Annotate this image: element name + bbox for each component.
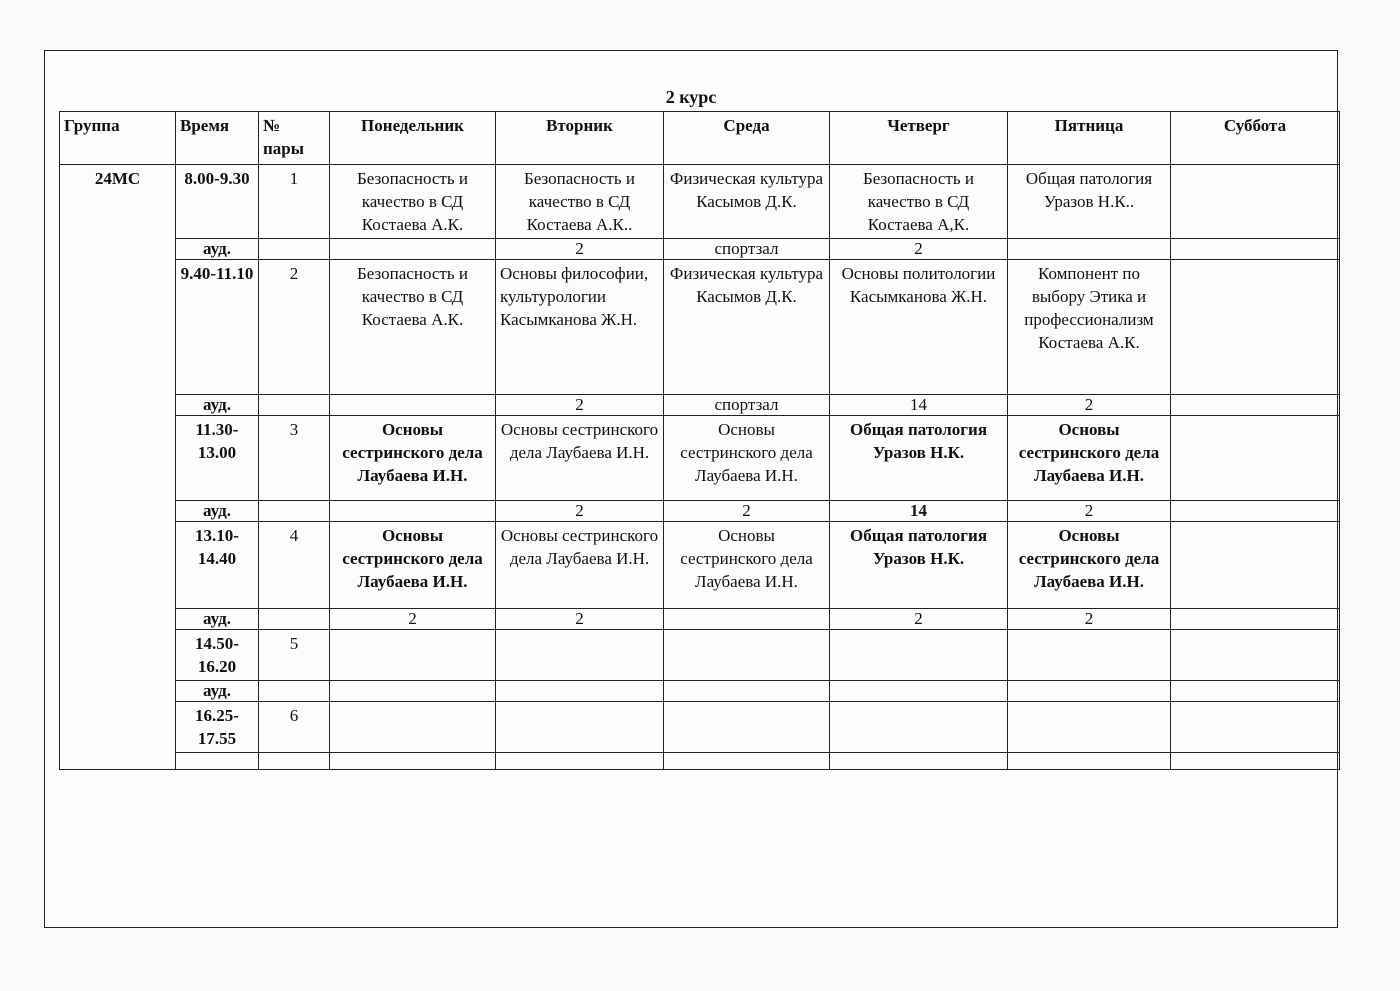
room-pair-cell xyxy=(259,501,330,522)
room-wednesday: спортзал xyxy=(664,395,830,416)
schedule-sheet xyxy=(44,50,1338,928)
room-label: ауд. xyxy=(176,609,259,630)
room-row xyxy=(60,609,1340,630)
room-thursday xyxy=(830,681,1008,702)
room-tuesday: 2 xyxy=(496,239,664,260)
room-wednesday xyxy=(664,681,830,702)
time-cell: 16.25-17.55 xyxy=(176,702,259,753)
room-label: ауд. xyxy=(176,501,259,522)
wednesday-cell: Физическая культура Касымов Д.К. xyxy=(664,165,830,239)
room-tuesday: 2 xyxy=(496,609,664,630)
empty-row xyxy=(60,753,1340,770)
wednesday-cell xyxy=(664,630,830,681)
empty-cell xyxy=(496,753,664,770)
saturday-cell xyxy=(1171,416,1340,501)
monday-cell xyxy=(330,630,496,681)
room-monday xyxy=(330,501,496,522)
room-monday xyxy=(330,395,496,416)
thursday-cell: Общая патология Уразов Н.К. xyxy=(830,522,1008,609)
thursday-cell: Общая патология Уразов Н.К. xyxy=(830,416,1008,501)
empty-cell xyxy=(664,753,830,770)
room-tuesday xyxy=(496,681,664,702)
room-saturday xyxy=(1171,501,1340,522)
lesson-row xyxy=(60,260,1340,395)
tuesday-cell: Безопасность и качество в СД Костаева А.К.. xyxy=(496,165,664,239)
room-row xyxy=(60,395,1340,416)
header-group: Группа xyxy=(60,112,176,165)
thursday-cell: Основы политологии Касымканова Ж.Н. xyxy=(830,260,1008,395)
tuesday-cell xyxy=(496,702,664,753)
room-friday: 2 xyxy=(1008,395,1171,416)
room-friday xyxy=(1008,681,1171,702)
room-pair-cell xyxy=(259,609,330,630)
header-wednesday: Среда xyxy=(664,112,830,165)
header-friday: Пятница xyxy=(1008,112,1171,165)
header-thursday: Четверг xyxy=(830,112,1008,165)
friday-cell: Компонент по выбору Этика и профессионализм Костаева А.К. xyxy=(1008,260,1171,395)
saturday-cell xyxy=(1171,522,1340,609)
empty-cell xyxy=(830,753,1008,770)
room-tuesday: 2 xyxy=(496,395,664,416)
thursday-cell xyxy=(830,702,1008,753)
time-cell: 13.10-14.40 xyxy=(176,522,259,609)
header-pair: № пары xyxy=(259,112,330,165)
saturday-cell xyxy=(1171,630,1340,681)
saturday-cell xyxy=(1171,165,1340,239)
header-saturday: Суббота xyxy=(1171,112,1340,165)
room-label: ауд. xyxy=(176,681,259,702)
room-saturday xyxy=(1171,239,1340,260)
time-cell: 11.30-13.00 xyxy=(176,416,259,501)
header-time: Время xyxy=(176,112,259,165)
friday-cell: Основы сестринского дела Лаубаева И.Н. xyxy=(1008,416,1171,501)
room-friday xyxy=(1008,239,1171,260)
schedule-table xyxy=(59,111,1340,770)
tuesday-cell: Основы философии, культурологии Касымканова Ж.Н. xyxy=(496,260,664,395)
pair-cell: 2 xyxy=(259,260,330,395)
room-thursday: 2 xyxy=(830,609,1008,630)
time-cell: 9.40-11.10 xyxy=(176,260,259,395)
group-cell: 24МС xyxy=(60,165,176,770)
room-label: ауд. xyxy=(176,239,259,260)
room-saturday xyxy=(1171,609,1340,630)
room-thursday: 2 xyxy=(830,239,1008,260)
saturday-cell xyxy=(1171,702,1340,753)
friday-cell xyxy=(1008,630,1171,681)
room-friday: 2 xyxy=(1008,609,1171,630)
thursday-cell: Безопасность и качество в СД Костаева А,К. xyxy=(830,165,1008,239)
room-row xyxy=(60,239,1340,260)
room-monday xyxy=(330,681,496,702)
empty-cell xyxy=(176,753,259,770)
empty-cell xyxy=(259,753,330,770)
header-row xyxy=(60,112,1340,165)
room-row xyxy=(60,501,1340,522)
pair-cell: 4 xyxy=(259,522,330,609)
saturday-cell xyxy=(1171,260,1340,395)
lesson-row xyxy=(60,165,1340,239)
pair-cell: 6 xyxy=(259,702,330,753)
monday-cell xyxy=(330,702,496,753)
room-thursday: 14 xyxy=(830,501,1008,522)
friday-cell: Общая патология Уразов Н.К.. xyxy=(1008,165,1171,239)
room-saturday xyxy=(1171,395,1340,416)
tuesday-cell: Основы сестринского дела Лаубаева И.Н. xyxy=(496,522,664,609)
room-pair-cell xyxy=(259,395,330,416)
room-pair-cell xyxy=(259,681,330,702)
friday-cell xyxy=(1008,702,1171,753)
room-monday: 2 xyxy=(330,609,496,630)
lesson-row xyxy=(60,416,1340,501)
monday-cell: Безопасность и качество в СД Костаева А.К. xyxy=(330,165,496,239)
room-pair-cell xyxy=(259,239,330,260)
pair-cell: 5 xyxy=(259,630,330,681)
wednesday-cell: Основы сестринского дела Лаубаева И.Н. xyxy=(664,416,830,501)
tuesday-cell: Основы сестринского дела Лаубаева И.Н. xyxy=(496,416,664,501)
time-cell: 8.00-9.30 xyxy=(176,165,259,239)
room-monday xyxy=(330,239,496,260)
tuesday-cell xyxy=(496,630,664,681)
empty-cell xyxy=(1171,753,1340,770)
empty-cell xyxy=(330,753,496,770)
room-tuesday: 2 xyxy=(496,501,664,522)
lesson-row xyxy=(60,702,1340,753)
header-monday: Понедельник xyxy=(330,112,496,165)
room-wednesday: 2 xyxy=(664,501,830,522)
header-tuesday: Вторник xyxy=(496,112,664,165)
monday-cell: Безопасность и качество в СД Костаева А.К. xyxy=(330,260,496,395)
pair-cell: 3 xyxy=(259,416,330,501)
room-saturday xyxy=(1171,681,1340,702)
room-label: ауд. xyxy=(176,395,259,416)
room-friday: 2 xyxy=(1008,501,1171,522)
page-title: 2 курс xyxy=(665,87,717,107)
room-wednesday xyxy=(664,609,830,630)
friday-cell: Основы сестринского дела Лаубаева И.Н. xyxy=(1008,522,1171,609)
thursday-cell xyxy=(830,630,1008,681)
pair-cell: 1 xyxy=(259,165,330,239)
room-row xyxy=(60,681,1340,702)
lesson-row xyxy=(60,522,1340,609)
wednesday-cell: Основы сестринского дела Лаубаева И.Н. xyxy=(664,522,830,609)
room-thursday: 14 xyxy=(830,395,1008,416)
wednesday-cell: Физическая культура Касымов Д.К. xyxy=(664,260,830,395)
time-cell: 14.50-16.20 xyxy=(176,630,259,681)
lesson-row xyxy=(60,630,1340,681)
wednesday-cell xyxy=(664,702,830,753)
monday-cell: Основы сестринского дела Лаубаева И.Н. xyxy=(330,522,496,609)
room-wednesday: спортзал xyxy=(664,239,830,260)
empty-cell xyxy=(1008,753,1171,770)
monday-cell: Основы сестринского дела Лаубаева И.Н. xyxy=(330,416,496,501)
